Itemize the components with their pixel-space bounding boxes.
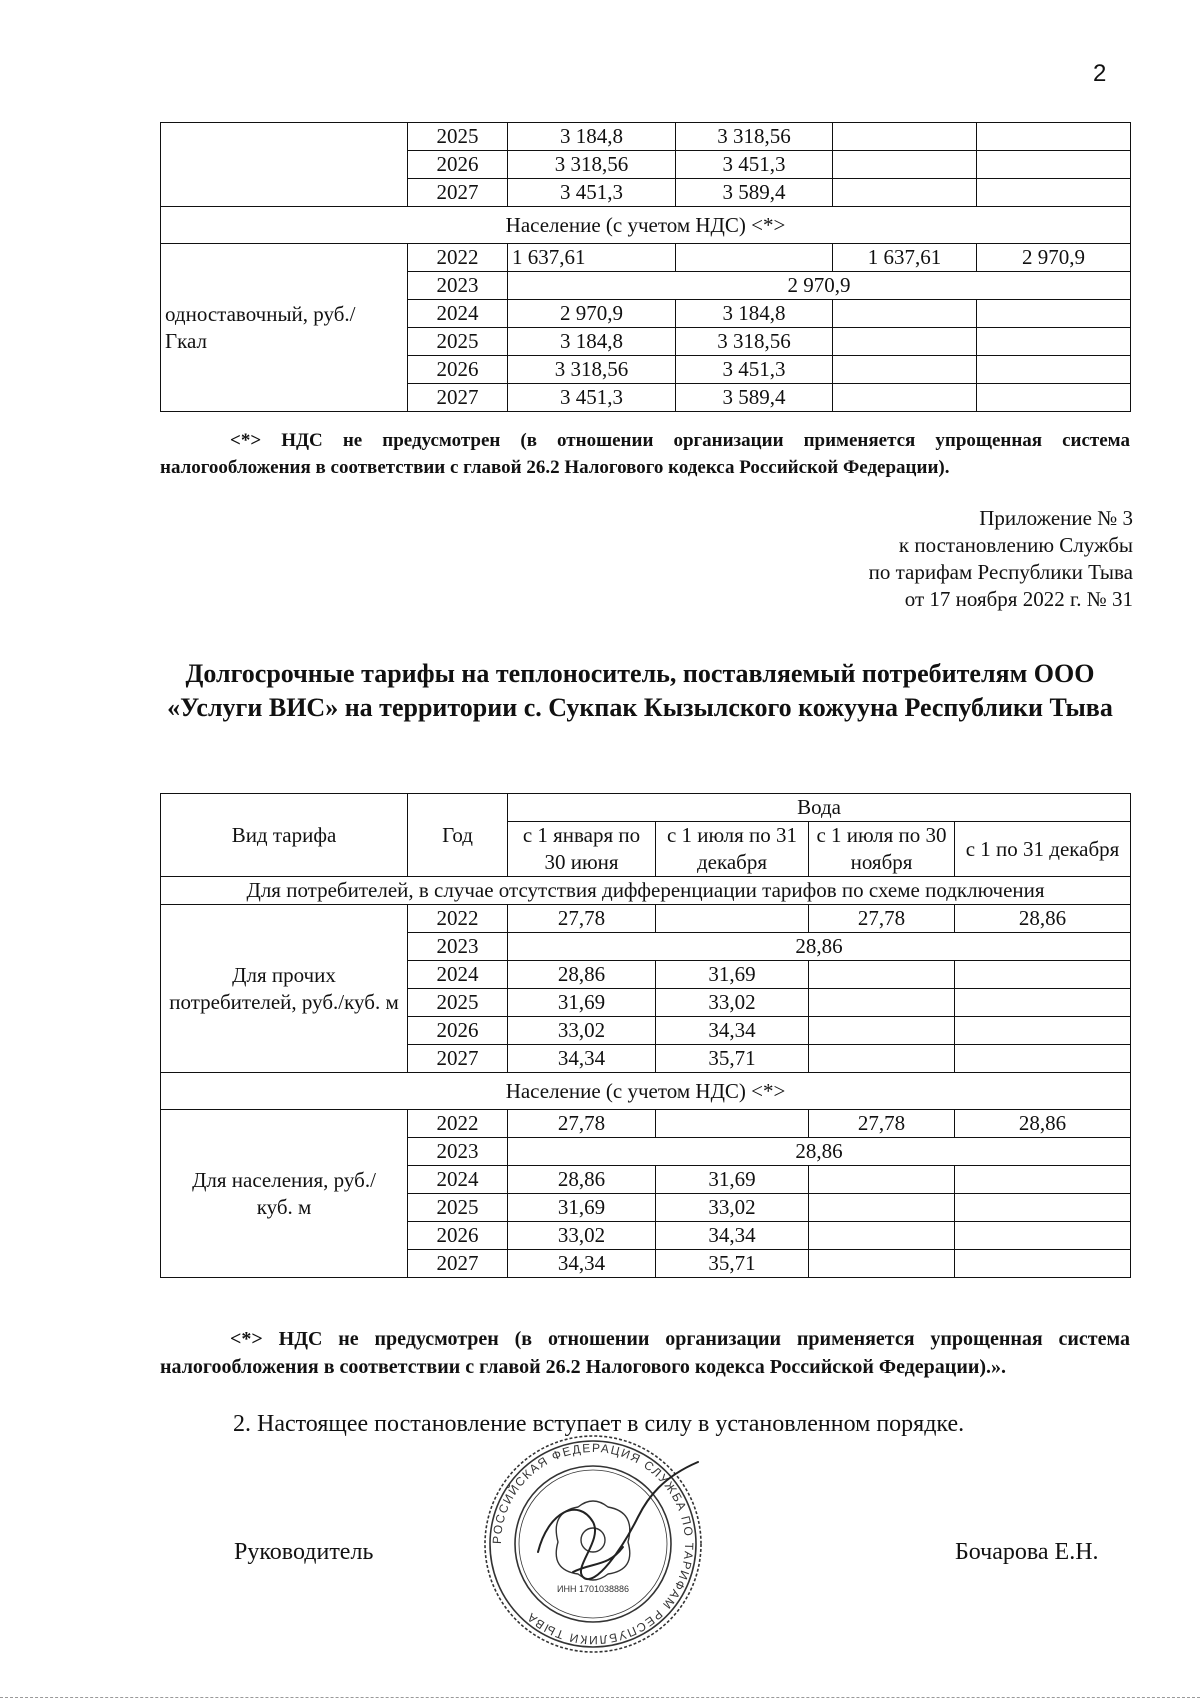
value-cell xyxy=(955,1194,1131,1222)
merged-value-cell: 2 970,9 xyxy=(508,272,1131,300)
value-cell: 3 451,3 xyxy=(676,356,833,384)
tariff-table-continuation xyxy=(160,122,1131,412)
year-cell: 2025 xyxy=(408,328,508,356)
header-period: с 1 января по 30 июня xyxy=(508,822,656,877)
section-header-consumers: Для потребителей, в случае отсутствия дифференциации тарифов по схеме подключения xyxy=(161,877,1131,905)
value-cell: 27,78 xyxy=(508,905,656,933)
value-cell: 34,34 xyxy=(656,1017,809,1045)
value-cell xyxy=(833,179,977,207)
value-cell xyxy=(977,123,1131,151)
year-cell: 2023 xyxy=(408,272,508,300)
value-cell xyxy=(833,151,977,179)
value-cell: 34,34 xyxy=(508,1045,656,1073)
signatory-name: Бочарова Е.Н. xyxy=(955,1539,1099,1565)
section-row xyxy=(161,207,1131,244)
appendix-line: к постановлению Службы xyxy=(898,533,1133,557)
value-cell xyxy=(955,961,1131,989)
section-header-population: Население (с учетом НДС) <*> xyxy=(161,1073,1131,1110)
value-cell xyxy=(656,1110,809,1138)
year-cell: 2024 xyxy=(408,961,508,989)
value-cell: 27,78 xyxy=(809,1110,955,1138)
value-cell xyxy=(955,1222,1131,1250)
header-water: Вода xyxy=(508,794,1131,822)
value-cell xyxy=(977,300,1131,328)
year-cell: 2026 xyxy=(408,151,508,179)
effective-clause: 2. Настоящее постановление вступает в силу в установленном порядке. xyxy=(233,1411,965,1437)
value-cell xyxy=(809,1017,955,1045)
value-cell: 3 184,8 xyxy=(508,123,676,151)
value-cell: 34,34 xyxy=(508,1250,656,1278)
value-cell: 31,69 xyxy=(508,989,656,1017)
group-cell-empty xyxy=(161,123,408,207)
value-cell xyxy=(833,356,977,384)
value-cell xyxy=(955,1017,1131,1045)
value-cell: 27,78 xyxy=(809,905,955,933)
year-cell: 2025 xyxy=(408,989,508,1017)
value-cell xyxy=(833,384,977,412)
value-cell xyxy=(809,961,955,989)
value-cell: 33,02 xyxy=(508,1017,656,1045)
value-cell: 3 318,56 xyxy=(508,151,676,179)
value-cell xyxy=(977,179,1131,207)
year-cell: 2027 xyxy=(408,1250,508,1278)
page-bottom-divider xyxy=(0,1697,1200,1698)
value-cell xyxy=(809,1166,955,1194)
appendix-block xyxy=(869,505,1133,613)
tariff-type-label: Для прочих потребителей, руб./куб. м xyxy=(161,905,408,1073)
value-cell: 3 318,56 xyxy=(676,328,833,356)
seal-center-text: ИНН 1701038886 xyxy=(556,1584,630,1594)
value-cell xyxy=(809,1250,955,1278)
value-cell: 3 451,3 xyxy=(508,384,676,412)
year-cell: 2026 xyxy=(408,1222,508,1250)
value-cell: 3 451,3 xyxy=(676,151,833,179)
value-cell xyxy=(955,1250,1131,1278)
year-cell: 2022 xyxy=(408,244,508,272)
year-cell: 2024 xyxy=(408,1166,508,1194)
year-cell: 2026 xyxy=(408,356,508,384)
year-cell: 2023 xyxy=(408,1138,508,1166)
table-row xyxy=(161,244,1131,272)
year-cell: 2022 xyxy=(408,1110,508,1138)
value-cell xyxy=(833,328,977,356)
seal-ring-text: РОССИЙСКАЯ ФЕДЕРАЦИЯ СЛУЖБА ПО ТАРИФАМ РЕСПУБЛИКИ ТЫВА xyxy=(489,1440,697,1648)
document-title: Долгосрочные тарифы на теплоноситель, поставляемый потребителям ООО «Услуги ВИС» на территории с. Сукпак Кызылского кожууна Республики Тыва xyxy=(167,659,1113,722)
value-cell: 28,86 xyxy=(955,1110,1131,1138)
signatory-role: Руководитель xyxy=(234,1539,374,1565)
value-cell: 28,86 xyxy=(508,961,656,989)
value-cell xyxy=(833,300,977,328)
year-cell: 2027 xyxy=(408,384,508,412)
table-row xyxy=(161,905,1131,933)
tariff-type-label: одноставочный, руб./Гкал xyxy=(161,244,408,412)
year-cell: 2025 xyxy=(408,123,508,151)
header-year: Год xyxy=(408,794,508,877)
year-cell: 2023 xyxy=(408,933,508,961)
appendix-number: Приложение № 3 xyxy=(979,506,1133,530)
value-cell xyxy=(676,244,833,272)
value-cell: 3 589,4 xyxy=(676,384,833,412)
svg-text:РОССИЙСКАЯ ФЕДЕРАЦИЯ СЛУЖБА ПО xyxy=(490,1441,696,1647)
value-cell xyxy=(955,989,1131,1017)
merged-value-cell: 28,86 xyxy=(508,1138,1131,1166)
table-row xyxy=(161,123,1131,151)
vat-footnote-2: <*> НДС не предусмотрен (в отношении организации применяется упрощенная система налогообложения в соответствии с главой 26.2 Налогового кодекса Российской Федерации).». xyxy=(160,1328,1130,1378)
value-cell xyxy=(809,1194,955,1222)
value-cell: 33,02 xyxy=(508,1222,656,1250)
value-cell xyxy=(656,905,809,933)
value-cell xyxy=(977,151,1131,179)
value-cell: 1 637,61 xyxy=(508,244,676,272)
value-cell: 28,86 xyxy=(508,1166,656,1194)
tariff-type-label: Для населения, руб./куб. м xyxy=(161,1110,408,1278)
value-cell: 28,86 xyxy=(955,905,1131,933)
year-cell: 2024 xyxy=(408,300,508,328)
header-period: с 1 июля по 30 ноября xyxy=(809,822,955,877)
official-seal-stamp xyxy=(478,1432,708,1657)
value-cell: 33,02 xyxy=(656,989,809,1017)
value-cell xyxy=(977,328,1131,356)
appendix-line: по тарифам Республики Тыва xyxy=(868,560,1133,584)
appendix-date: от 17 ноября 2022 г. № 31 xyxy=(904,587,1133,611)
year-cell: 2026 xyxy=(408,1017,508,1045)
year-cell: 2027 xyxy=(408,1045,508,1073)
vat-footnote-1: <*> НДС не предусмотрен (в отношении организации применяется упрощенная система налогообложения в соответствии с главой 26.2 Налогового кодекса Российской Федерации). xyxy=(160,430,1130,478)
merged-value-cell: 28,86 xyxy=(508,933,1131,961)
value-cell: 35,71 xyxy=(656,1045,809,1073)
value-cell: 3 318,56 xyxy=(508,356,676,384)
page-number: 2 xyxy=(1093,60,1107,87)
value-cell xyxy=(809,989,955,1017)
value-cell: 35,71 xyxy=(656,1250,809,1278)
value-cell xyxy=(833,123,977,151)
year-cell: 2027 xyxy=(408,179,508,207)
value-cell: 31,69 xyxy=(656,961,809,989)
value-cell: 34,34 xyxy=(656,1222,809,1250)
value-cell xyxy=(977,384,1131,412)
value-cell: 3 184,8 xyxy=(508,328,676,356)
section-row xyxy=(161,877,1131,905)
value-cell: 1 637,61 xyxy=(833,244,977,272)
value-cell xyxy=(809,1045,955,1073)
value-cell: 31,69 xyxy=(656,1166,809,1194)
section-header-population: Население (с учетом НДС) <*> xyxy=(161,207,1131,244)
value-cell: 33,02 xyxy=(656,1194,809,1222)
value-cell: 3 451,3 xyxy=(508,179,676,207)
value-cell: 2 970,9 xyxy=(977,244,1131,272)
value-cell: 27,78 xyxy=(508,1110,656,1138)
table-row xyxy=(161,1110,1131,1138)
header-period: с 1 июля по 31 декабря xyxy=(656,822,809,877)
header-row xyxy=(161,794,1131,822)
header-period: с 1 по 31 декабря xyxy=(955,822,1131,877)
value-cell: 3 318,56 xyxy=(676,123,833,151)
value-cell: 31,69 xyxy=(508,1194,656,1222)
value-cell xyxy=(955,1045,1131,1073)
value-cell xyxy=(809,1222,955,1250)
tariff-table-coolant xyxy=(160,793,1131,1278)
section-row xyxy=(161,1073,1131,1110)
header-tariff-type: Вид тарифа xyxy=(161,794,408,877)
year-cell: 2022 xyxy=(408,905,508,933)
value-cell xyxy=(977,356,1131,384)
value-cell xyxy=(955,1166,1131,1194)
value-cell: 3 589,4 xyxy=(676,179,833,207)
value-cell: 2 970,9 xyxy=(508,300,676,328)
value-cell: 3 184,8 xyxy=(676,300,833,328)
year-cell: 2025 xyxy=(408,1194,508,1222)
